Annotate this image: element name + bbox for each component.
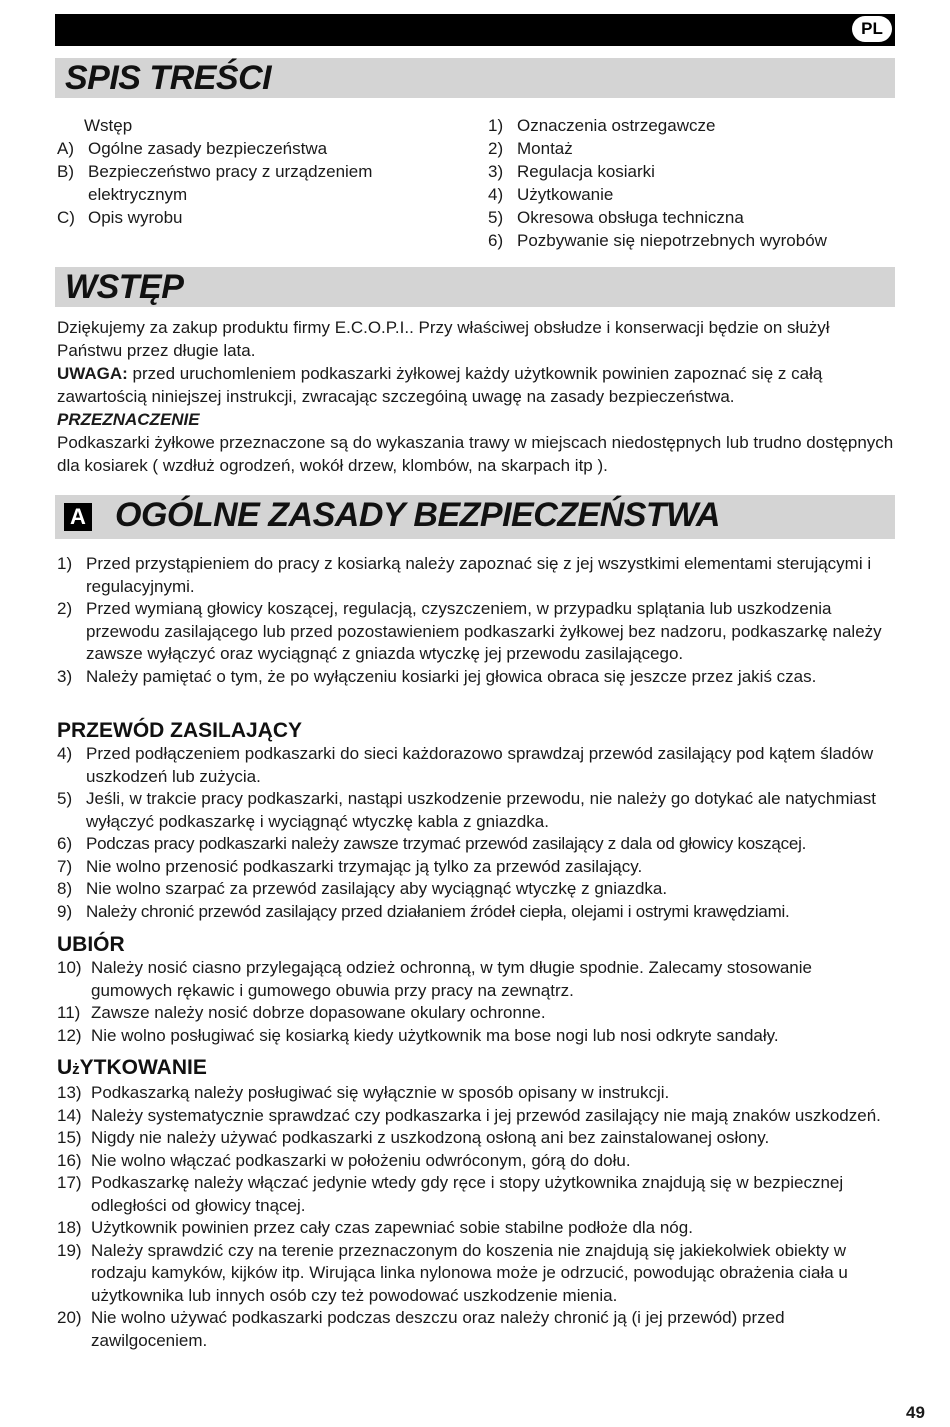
intro-title: WSTĘP <box>65 268 184 306</box>
purpose-text: Podkaszarki żyłkowe przeznaczone są do wykaszania trawy w miejscach niedostępnych lub trudno dostępnych dla kosiarek ( wzdłuż ogrodzeń, wokół drzew, klombów, na skarpach itp ). <box>57 433 894 475</box>
list-item: 11) Zawsze należy nosić dobrze dopasowane okulary ochronne. <box>57 1003 546 1022</box>
toc-item: 4) Użytkowanie <box>488 185 614 204</box>
cable-safety-list <box>57 743 897 923</box>
list-item: 19) Należy sprawdzić czy na terenie przeznaczonym do koszenia nie znajdują się jakiekolwiek obiekty w rodzaju kamyków, kijków itp. Wirująca linka nylonowa może je odrzucić, powodując obrażenia ciała u użytkownika lub innych osób czy też powodować uszkodzenie mienia. <box>57 1240 848 1305</box>
list-item: 13) Podkaszarką należy posługiwać się wyłącznie w sposób opisany w instrukcji. <box>57 1083 670 1102</box>
usage-subheading: UżYTKOWANIE <box>57 1056 207 1079</box>
list-item: 3) Należy pamiętać o tym, że po wyłączeniu kosiarki jej głowica obraca się jeszcze przez jakiś czas. <box>57 666 817 686</box>
list-item: 7) Nie wolno przenosić podkaszarki trzymając ją tylko za przewód zasilający. <box>57 856 643 876</box>
section-a-badge: A <box>64 503 92 531</box>
list-item: 1) Przed przystąpieniem do pracy z kosiarką należy zapoznać się z jej wszystkimi elementami sterującymi i regulacyjnymi. <box>57 554 872 596</box>
toc-item: Wstęp <box>84 116 133 135</box>
toc-right-column <box>488 114 827 252</box>
toc-item: 1) Oznaczenia ostrzegawcze <box>488 116 716 135</box>
toc-left-column <box>57 114 372 229</box>
toc-item: A) Ogólne zasady bezpieczeństwa <box>57 139 328 158</box>
list-item: 9) Należy chronić przewód zasilający przed działaniem źródeł ciepła, olejami i ostrymi krawędziami. <box>57 901 790 921</box>
purpose-label: PRZEZNACZENIE <box>57 410 200 429</box>
list-item: 15) Nigdy nie należy używać podkaszarki z uszkodzoną osłoną ani bez zainstalowanej osłony. <box>57 1128 770 1147</box>
list-item: 20) Nie wolno używać podkaszarki podczas deszczu oraz należy chronić ją (i jej przewód) przed zawilgoceniem. <box>57 1308 785 1350</box>
list-item: 17) Podkaszarkę należy włączać jedynie wtedy gdy ręce i stopy użytkownika znajdują się w bezpiecznej odległości od głowicy tnącej. <box>57 1173 844 1215</box>
general-safety-list <box>57 553 897 688</box>
warning-paragraph <box>57 362 895 408</box>
list-item: 18) Użytkownik powinien przez cały czas zapewniać sobie stabilne podłoże dla nóg. <box>57 1218 693 1237</box>
warning-text: przed uruchomleniem podkaszarki żyłkowej każdy użytkownik powinien zapoznać się z całą zawartością niniejszej instrukcji, zwracając szczegóiną uwagę na zasady bezpieczeństwa. <box>57 364 823 406</box>
list-item: 14) Należy systematycznie sprawdzać czy podkaszarka i jej przewód zasilający nie mają znaków uszkodzeń. <box>57 1105 881 1125</box>
safety-heading-bar <box>55 495 895 539</box>
list-item: 5) Jeśli, w trakcie pracy podkaszarki, nastąpi uszkodzenie przewodu, nie należy go dotykać ale natychmiast wyłączyć podkaszarkę i wyciągnąć wtyczkę kabla z gniazdka. <box>57 789 876 831</box>
intro-body <box>57 316 895 477</box>
toc-heading-bar <box>55 58 895 98</box>
safety-title: OGÓLNE ZASADY BEZPIECZEŃSTWA <box>115 496 720 534</box>
language-badge: PL <box>852 16 892 42</box>
toc-item: 5) Okresowa obsługa techniczna <box>488 208 744 227</box>
toc-item: 6) Pozbywanie się niepotrzebnych wyrobów <box>488 231 827 250</box>
toc-item: elektrycznym <box>88 185 188 204</box>
list-item: 16) Nie wolno włączać podkaszarki w położeniu odwróconym, górą do dołu. <box>57 1150 631 1170</box>
list-item: 8) Nie wolno szarpać za przewód zasilający aby wyciągnąć wtyczkę z gniazdka. <box>57 879 668 898</box>
toc-title: SPIS TREŚCI <box>65 59 272 97</box>
list-item: 10) Należy nosić ciasno przylegającą odzież ochronną, w tym długie spodnie. Zalecamy stosowanie gumowych rękawic i gumowego obuwia przy pracy na zewnątrz. <box>57 958 812 1000</box>
toc-item: C) Opis wyrobu <box>57 208 183 227</box>
list-item: 12) Nie wolno posługiwać się kosiarką kiedy użytkownik ma bose nogi lub nosi odkryte sandały. <box>57 1025 779 1045</box>
clothing-safety-list <box>57 957 897 1047</box>
usage-safety-list <box>57 1082 897 1352</box>
intro-paragraph: Dziękujemy za zakup produktu firmy E.C.O.P.I.. Przy właściwej obsłudze i konserwacji będzie on służył Państwu przez długie lata. <box>57 318 830 360</box>
warning-label: UWAGA: <box>57 364 128 383</box>
list-item: 2) Przed wymianą głowicy koszącej, regulacją, czyszczeniem, w przypadku splątania lub uszkodzenia przewodu zasilającego lub przed pozostawieniem podkaszarki żyłkowej bez nadzoru, podkaszarkę należy zawsze wyłączyć oraz wyciągnąć z gniazda wtyczkę jej przewodu zasilającego. <box>57 599 882 663</box>
list-item: 4) Przed podłączeniem podkaszarki do sieci każdorazowo sprawdzaj przewód zasilający pod kątem śladów uszkodzeń lub zużycia. <box>57 744 874 786</box>
toc-item: 3) Regulacja kosiarki <box>488 162 655 181</box>
list-item: 6) Podczas pracy podkaszarki należy zawsze trzymać przewód zasilający z dala od głowicy koszącej. <box>57 834 807 853</box>
page-number: 49 <box>906 1403 925 1422</box>
intro-heading-bar <box>55 267 895 307</box>
toc-item: B) Bezpieczeństwo pracy z urządzeniem <box>57 162 373 181</box>
toc-item: 2) Montaż <box>488 139 573 158</box>
clothing-subheading: UBIÓR <box>57 933 125 956</box>
header-bar <box>55 14 895 46</box>
cable-subheading: PRZEWÓD ZASILAJĄCY <box>57 719 303 742</box>
